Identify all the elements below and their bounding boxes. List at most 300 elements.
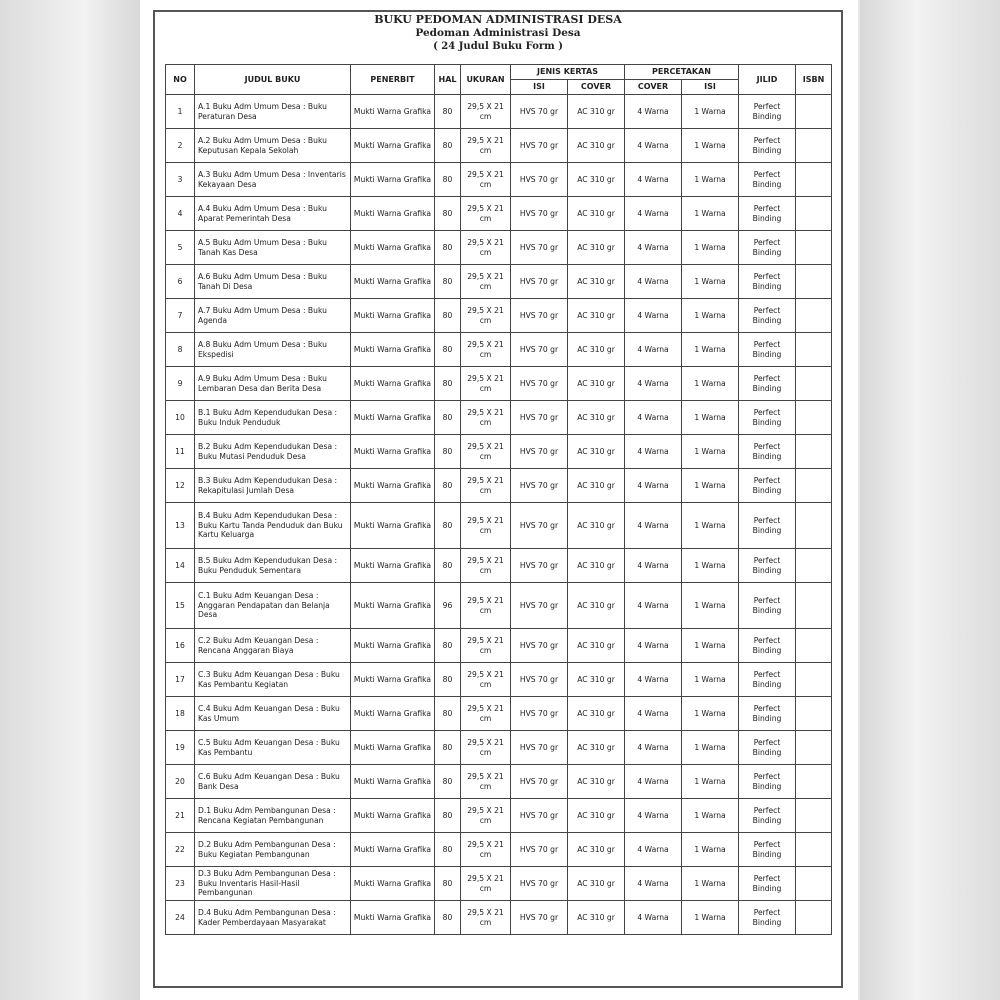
cell-cetak-cover: 4 Warna xyxy=(625,663,682,697)
cell-kertas-cover: AC 310 gr xyxy=(568,799,625,833)
cell-jilid: Perfect Binding xyxy=(739,95,796,129)
cell-cetak-cover: 4 Warna xyxy=(625,333,682,367)
cell-hal: 80 xyxy=(435,663,461,697)
cell-cetak-isi: 1 Warna xyxy=(682,333,739,367)
cell-cetak-isi: 1 Warna xyxy=(682,867,739,901)
cell-ukuran: 29,5 X 21 cm xyxy=(461,129,511,163)
cell-isbn xyxy=(796,469,832,503)
cell-isbn xyxy=(796,583,832,629)
cell-ukuran: 29,5 X 21 cm xyxy=(461,731,511,765)
cell-cetak-isi: 1 Warna xyxy=(682,901,739,935)
cell-jilid: Perfect Binding xyxy=(739,163,796,197)
cell-judul-buku: B.5 Buku Adm Kependudukan Desa : Buku Penduduk Sementara xyxy=(195,549,351,583)
cell-jilid: Perfect Binding xyxy=(739,549,796,583)
table-row xyxy=(166,663,832,697)
cell-kertas-cover: AC 310 gr xyxy=(568,265,625,299)
cell-ukuran: 29,5 X 21 cm xyxy=(461,401,511,435)
cell-no: 4 xyxy=(166,197,195,231)
cell-hal: 80 xyxy=(435,833,461,867)
cell-no: 5 xyxy=(166,231,195,265)
cell-cetak-isi: 1 Warna xyxy=(682,469,739,503)
cell-hal: 80 xyxy=(435,95,461,129)
cell-jilid: Perfect Binding xyxy=(739,231,796,265)
cell-isbn xyxy=(796,731,832,765)
table-row xyxy=(166,231,832,265)
cell-kertas-isi: HVS 70 gr xyxy=(511,299,568,333)
cell-judul-buku: B.1 Buku Adm Kependudukan Desa : Buku Induk Penduduk xyxy=(195,401,351,435)
cell-ukuran: 29,5 X 21 cm xyxy=(461,629,511,663)
cell-penerbit: Mukti Warna Grafika xyxy=(351,833,435,867)
table-row xyxy=(166,367,832,401)
cell-cetak-cover: 4 Warna xyxy=(625,503,682,549)
cell-cetak-isi: 1 Warna xyxy=(682,833,739,867)
table-row xyxy=(166,129,832,163)
cell-kertas-isi: HVS 70 gr xyxy=(511,95,568,129)
cell-ukuran: 29,5 X 21 cm xyxy=(461,583,511,629)
cell-ukuran: 29,5 X 21 cm xyxy=(461,197,511,231)
cell-judul-buku: C.6 Buku Adm Keuangan Desa : Buku Bank Desa xyxy=(195,765,351,799)
cell-cetak-isi: 1 Warna xyxy=(682,697,739,731)
cell-cetak-cover: 4 Warna xyxy=(625,901,682,935)
cell-penerbit: Mukti Warna Grafika xyxy=(351,299,435,333)
cell-cetak-cover: 4 Warna xyxy=(625,95,682,129)
cell-jilid: Perfect Binding xyxy=(739,129,796,163)
cell-penerbit: Mukti Warna Grafika xyxy=(351,503,435,549)
cell-kertas-cover: AC 310 gr xyxy=(568,901,625,935)
cell-kertas-isi: HVS 70 gr xyxy=(511,163,568,197)
table-row xyxy=(166,697,832,731)
col-isbn: ISBN xyxy=(796,65,832,95)
cell-no: 6 xyxy=(166,265,195,299)
cell-cetak-cover: 4 Warna xyxy=(625,799,682,833)
cell-cetak-cover: 4 Warna xyxy=(625,629,682,663)
cell-no: 21 xyxy=(166,799,195,833)
cell-judul-buku: A.8 Buku Adm Umum Desa : Buku Ekspedisi xyxy=(195,333,351,367)
document-count-note: ( 24 Judul Buku Form ) xyxy=(433,41,563,52)
cell-jilid: Perfect Binding xyxy=(739,299,796,333)
table-row xyxy=(166,833,832,867)
cell-isbn xyxy=(796,163,832,197)
cell-ukuran: 29,5 X 21 cm xyxy=(461,95,511,129)
cell-cetak-isi: 1 Warna xyxy=(682,799,739,833)
cell-hal: 80 xyxy=(435,503,461,549)
col-jilid: JILID xyxy=(739,65,796,95)
col-penerbit: PENERBIT xyxy=(351,65,435,95)
cell-hal: 80 xyxy=(435,765,461,799)
cell-judul-buku: D.4 Buku Adm Pembangunan Desa : Kader Pemberdayaan Masyarakat xyxy=(195,901,351,935)
cell-no: 16 xyxy=(166,629,195,663)
table-row xyxy=(166,197,832,231)
cell-penerbit: Mukti Warna Grafika xyxy=(351,731,435,765)
col-hal: HAL xyxy=(435,65,461,95)
cell-cetak-cover: 4 Warna xyxy=(625,583,682,629)
cell-jilid: Perfect Binding xyxy=(739,799,796,833)
document-page xyxy=(140,0,858,1000)
cell-judul-buku: B.2 Buku Adm Kependudukan Desa : Buku Mutasi Penduduk Desa xyxy=(195,435,351,469)
cell-judul-buku: D.1 Buku Adm Pembangunan Desa : Rencana Kegiatan Pembangunan xyxy=(195,799,351,833)
cell-kertas-isi: HVS 70 gr xyxy=(511,765,568,799)
cell-kertas-isi: HVS 70 gr xyxy=(511,833,568,867)
cell-kertas-cover: AC 310 gr xyxy=(568,697,625,731)
cell-cetak-cover: 4 Warna xyxy=(625,697,682,731)
cell-jilid: Perfect Binding xyxy=(739,765,796,799)
cell-judul-buku: C.2 Buku Adm Keuangan Desa : Rencana Anggaran Biaya xyxy=(195,629,351,663)
cell-jilid: Perfect Binding xyxy=(739,629,796,663)
cell-no: 13 xyxy=(166,503,195,549)
cell-cetak-cover: 4 Warna xyxy=(625,401,682,435)
cell-kertas-isi: HVS 70 gr xyxy=(511,469,568,503)
col-judul-buku: JUDUL BUKU xyxy=(195,65,351,95)
cell-ukuran: 29,5 X 21 cm xyxy=(461,799,511,833)
cell-hal: 80 xyxy=(435,401,461,435)
cell-judul-buku: B.4 Buku Adm Kependudukan Desa : Buku Kartu Tanda Penduduk dan Buku Kartu Keluarga xyxy=(195,503,351,549)
cell-isbn xyxy=(796,265,832,299)
cell-ukuran: 29,5 X 21 cm xyxy=(461,765,511,799)
cell-kertas-cover: AC 310 gr xyxy=(568,197,625,231)
cell-isbn xyxy=(796,901,832,935)
cell-cetak-cover: 4 Warna xyxy=(625,367,682,401)
cell-kertas-isi: HVS 70 gr xyxy=(511,333,568,367)
cell-cetak-isi: 1 Warna xyxy=(682,265,739,299)
cell-cetak-cover: 4 Warna xyxy=(625,299,682,333)
cell-no: 12 xyxy=(166,469,195,503)
cell-jilid: Perfect Binding xyxy=(739,401,796,435)
cell-kertas-cover: AC 310 gr xyxy=(568,435,625,469)
cell-cetak-isi: 1 Warna xyxy=(682,663,739,697)
cell-no: 18 xyxy=(166,697,195,731)
cell-isbn xyxy=(796,95,832,129)
cell-kertas-isi: HVS 70 gr xyxy=(511,697,568,731)
table-row xyxy=(166,95,832,129)
cell-hal: 80 xyxy=(435,299,461,333)
table-row xyxy=(166,163,832,197)
document-frame xyxy=(153,10,843,988)
cell-kertas-isi: HVS 70 gr xyxy=(511,401,568,435)
cell-cetak-cover: 4 Warna xyxy=(625,469,682,503)
cell-judul-buku: C.1 Buku Adm Keuangan Desa : Anggaran Pendapatan dan Belanja Desa xyxy=(195,583,351,629)
cell-kertas-isi: HVS 70 gr xyxy=(511,231,568,265)
cell-cetak-isi: 1 Warna xyxy=(682,435,739,469)
cell-isbn xyxy=(796,833,832,867)
cell-ukuran: 29,5 X 21 cm xyxy=(461,833,511,867)
cell-cetak-cover: 4 Warna xyxy=(625,129,682,163)
cell-jilid: Perfect Binding xyxy=(739,731,796,765)
cell-no: 19 xyxy=(166,731,195,765)
cell-kertas-cover: AC 310 gr xyxy=(568,663,625,697)
cell-hal: 80 xyxy=(435,549,461,583)
cell-kertas-isi: HVS 70 gr xyxy=(511,503,568,549)
document-title: BUKU PEDOMAN ADMINISTRASI DESA xyxy=(374,13,622,26)
cell-kertas-cover: AC 310 gr xyxy=(568,129,625,163)
cell-jilid: Perfect Binding xyxy=(739,583,796,629)
col-jenis-kertas: JENIS KERTAS xyxy=(511,65,625,80)
cell-hal: 80 xyxy=(435,367,461,401)
cell-cetak-cover: 4 Warna xyxy=(625,833,682,867)
cell-hal: 80 xyxy=(435,469,461,503)
cell-kertas-cover: AC 310 gr xyxy=(568,95,625,129)
cell-jilid: Perfect Binding xyxy=(739,503,796,549)
cell-cetak-cover: 4 Warna xyxy=(625,765,682,799)
cell-isbn xyxy=(796,367,832,401)
cell-no: 1 xyxy=(166,95,195,129)
cell-isbn xyxy=(796,503,832,549)
cell-no: 9 xyxy=(166,367,195,401)
cell-jilid: Perfect Binding xyxy=(739,333,796,367)
cell-cetak-isi: 1 Warna xyxy=(682,765,739,799)
cell-penerbit: Mukti Warna Grafika xyxy=(351,95,435,129)
col-ukuran: UKURAN xyxy=(461,65,511,95)
col-percetakan-isi: ISI xyxy=(682,80,739,95)
cell-kertas-isi: HVS 70 gr xyxy=(511,867,568,901)
table-header xyxy=(166,65,832,95)
cell-isbn xyxy=(796,549,832,583)
cell-penerbit: Mukti Warna Grafika xyxy=(351,197,435,231)
cell-cetak-cover: 4 Warna xyxy=(625,231,682,265)
cell-ukuran: 29,5 X 21 cm xyxy=(461,299,511,333)
cell-judul-buku: D.3 Buku Adm Pembangunan Desa : Buku Inventaris Hasil-Hasil Pembangunan xyxy=(195,867,351,901)
cell-cetak-isi: 1 Warna xyxy=(682,503,739,549)
cell-kertas-cover: AC 310 gr xyxy=(568,231,625,265)
cell-cetak-isi: 1 Warna xyxy=(682,129,739,163)
cell-isbn xyxy=(796,867,832,901)
cell-cetak-isi: 1 Warna xyxy=(682,401,739,435)
cell-judul-buku: A.7 Buku Adm Umum Desa : Buku Agenda xyxy=(195,299,351,333)
cell-isbn xyxy=(796,333,832,367)
cell-jilid: Perfect Binding xyxy=(739,697,796,731)
cell-cetak-isi: 1 Warna xyxy=(682,549,739,583)
cell-judul-buku: A.3 Buku Adm Umum Desa : Inventaris Kekayaan Desa xyxy=(195,163,351,197)
table-row xyxy=(166,799,832,833)
cell-kertas-cover: AC 310 gr xyxy=(568,503,625,549)
cell-no: 8 xyxy=(166,333,195,367)
col-jenis-kertas-isi: ISI xyxy=(511,80,568,95)
cell-jilid: Perfect Binding xyxy=(739,867,796,901)
cell-hal: 80 xyxy=(435,231,461,265)
cell-penerbit: Mukti Warna Grafika xyxy=(351,265,435,299)
cell-jilid: Perfect Binding xyxy=(739,265,796,299)
cell-ukuran: 29,5 X 21 cm xyxy=(461,265,511,299)
cell-judul-buku: A.2 Buku Adm Umum Desa : Buku Keputusan Kepala Sekolah xyxy=(195,129,351,163)
cell-hal: 80 xyxy=(435,333,461,367)
cell-isbn xyxy=(796,299,832,333)
document-header xyxy=(155,12,841,53)
cell-judul-buku: A.9 Buku Adm Umum Desa : Buku Lembaran Desa dan Berita Desa xyxy=(195,367,351,401)
cell-penerbit: Mukti Warna Grafika xyxy=(351,163,435,197)
cell-kertas-isi: HVS 70 gr xyxy=(511,663,568,697)
cell-cetak-cover: 4 Warna xyxy=(625,197,682,231)
cell-hal: 80 xyxy=(435,265,461,299)
cell-penerbit: Mukti Warna Grafika xyxy=(351,901,435,935)
cell-hal: 80 xyxy=(435,629,461,663)
blurred-background-right xyxy=(860,0,1000,1000)
cell-kertas-isi: HVS 70 gr xyxy=(511,129,568,163)
cell-no: 2 xyxy=(166,129,195,163)
cell-no: 10 xyxy=(166,401,195,435)
cell-kertas-cover: AC 310 gr xyxy=(568,401,625,435)
cell-jilid: Perfect Binding xyxy=(739,833,796,867)
cell-ukuran: 29,5 X 21 cm xyxy=(461,333,511,367)
cell-judul-buku: C.4 Buku Adm Keuangan Desa : Buku Kas Umum xyxy=(195,697,351,731)
cell-kertas-cover: AC 310 gr xyxy=(568,333,625,367)
cell-no: 15 xyxy=(166,583,195,629)
cell-no: 14 xyxy=(166,549,195,583)
cell-cetak-isi: 1 Warna xyxy=(682,231,739,265)
cell-isbn xyxy=(796,401,832,435)
cell-hal: 80 xyxy=(435,435,461,469)
cell-kertas-isi: HVS 70 gr xyxy=(511,731,568,765)
cell-kertas-isi: HVS 70 gr xyxy=(511,549,568,583)
cell-cetak-cover: 4 Warna xyxy=(625,867,682,901)
cell-jilid: Perfect Binding xyxy=(739,663,796,697)
cell-penerbit: Mukti Warna Grafika xyxy=(351,367,435,401)
cell-cetak-cover: 4 Warna xyxy=(625,163,682,197)
document-subtitle: Pedoman Administrasi Desa xyxy=(415,27,581,39)
cell-ukuran: 29,5 X 21 cm xyxy=(461,163,511,197)
table-row xyxy=(166,299,832,333)
cell-isbn xyxy=(796,435,832,469)
table-row xyxy=(166,867,832,901)
cell-cetak-isi: 1 Warna xyxy=(682,583,739,629)
cell-hal: 80 xyxy=(435,731,461,765)
cell-kertas-cover: AC 310 gr xyxy=(568,549,625,583)
cell-hal: 80 xyxy=(435,697,461,731)
cell-cetak-isi: 1 Warna xyxy=(682,95,739,129)
cell-penerbit: Mukti Warna Grafika xyxy=(351,435,435,469)
cell-penerbit: Mukti Warna Grafika xyxy=(351,333,435,367)
book-table xyxy=(165,64,832,935)
cell-jilid: Perfect Binding xyxy=(739,367,796,401)
cell-jilid: Perfect Binding xyxy=(739,435,796,469)
cell-judul-buku: A.4 Buku Adm Umum Desa : Buku Aparat Pemerintah Desa xyxy=(195,197,351,231)
cell-kertas-cover: AC 310 gr xyxy=(568,867,625,901)
cell-penerbit: Mukti Warna Grafika xyxy=(351,799,435,833)
cell-ukuran: 29,5 X 21 cm xyxy=(461,469,511,503)
cell-penerbit: Mukti Warna Grafika xyxy=(351,549,435,583)
table-row xyxy=(166,503,832,549)
cell-cetak-isi: 1 Warna xyxy=(682,731,739,765)
cell-hal: 80 xyxy=(435,129,461,163)
cell-hal: 80 xyxy=(435,197,461,231)
cell-ukuran: 29,5 X 21 cm xyxy=(461,901,511,935)
cell-cetak-cover: 4 Warna xyxy=(625,549,682,583)
cell-cetak-isi: 1 Warna xyxy=(682,197,739,231)
cell-ukuran: 29,5 X 21 cm xyxy=(461,867,511,901)
cell-cetak-cover: 4 Warna xyxy=(625,731,682,765)
cell-kertas-cover: AC 310 gr xyxy=(568,367,625,401)
cell-kertas-cover: AC 310 gr xyxy=(568,731,625,765)
cell-hal: 80 xyxy=(435,901,461,935)
cell-judul-buku: B.3 Buku Adm Kependudukan Desa : Rekapitulasi Jumlah Desa xyxy=(195,469,351,503)
cell-kertas-isi: HVS 70 gr xyxy=(511,629,568,663)
cell-judul-buku: A.1 Buku Adm Umum Desa : Buku Peraturan Desa xyxy=(195,95,351,129)
cell-ukuran: 29,5 X 21 cm xyxy=(461,663,511,697)
cell-penerbit: Mukti Warna Grafika xyxy=(351,663,435,697)
cell-kertas-isi: HVS 70 gr xyxy=(511,367,568,401)
cell-penerbit: Mukti Warna Grafika xyxy=(351,469,435,503)
cell-kertas-cover: AC 310 gr xyxy=(568,765,625,799)
cell-penerbit: Mukti Warna Grafika xyxy=(351,629,435,663)
cell-kertas-isi: HVS 70 gr xyxy=(511,265,568,299)
cell-penerbit: Mukti Warna Grafika xyxy=(351,867,435,901)
cell-isbn xyxy=(796,799,832,833)
cell-hal: 96 xyxy=(435,583,461,629)
cell-kertas-isi: HVS 70 gr xyxy=(511,583,568,629)
cell-ukuran: 29,5 X 21 cm xyxy=(461,435,511,469)
cell-kertas-cover: AC 310 gr xyxy=(568,163,625,197)
cell-isbn xyxy=(796,197,832,231)
cell-ukuran: 29,5 X 21 cm xyxy=(461,367,511,401)
cell-cetak-cover: 4 Warna xyxy=(625,265,682,299)
cell-penerbit: Mukti Warna Grafika xyxy=(351,583,435,629)
cell-penerbit: Mukti Warna Grafika xyxy=(351,401,435,435)
cell-no: 11 xyxy=(166,435,195,469)
cell-kertas-isi: HVS 70 gr xyxy=(511,799,568,833)
col-percetakan-cover: COVER xyxy=(625,80,682,95)
table-row xyxy=(166,469,832,503)
cell-kertas-cover: AC 310 gr xyxy=(568,833,625,867)
cell-kertas-cover: AC 310 gr xyxy=(568,299,625,333)
cell-penerbit: Mukti Warna Grafika xyxy=(351,765,435,799)
cell-kertas-cover: AC 310 gr xyxy=(568,583,625,629)
cell-ukuran: 29,5 X 21 cm xyxy=(461,697,511,731)
cell-isbn xyxy=(796,629,832,663)
cell-penerbit: Mukti Warna Grafika xyxy=(351,231,435,265)
cell-isbn xyxy=(796,231,832,265)
table-row xyxy=(166,583,832,629)
cell-penerbit: Mukti Warna Grafika xyxy=(351,129,435,163)
cell-kertas-cover: AC 310 gr xyxy=(568,469,625,503)
cell-judul-buku: C.5 Buku Adm Keuangan Desa : Buku Kas Pembantu xyxy=(195,731,351,765)
cell-kertas-isi: HVS 70 gr xyxy=(511,901,568,935)
table-row xyxy=(166,901,832,935)
cell-jilid: Perfect Binding xyxy=(739,469,796,503)
cell-jilid: Perfect Binding xyxy=(739,197,796,231)
cell-penerbit: Mukti Warna Grafika xyxy=(351,697,435,731)
table-row xyxy=(166,265,832,299)
cell-judul-buku: C.3 Buku Adm Keuangan Desa : Buku Kas Pembantu Kegiatan xyxy=(195,663,351,697)
cell-judul-buku: A.6 Buku Adm Umum Desa : Buku Tanah Di Desa xyxy=(195,265,351,299)
cell-cetak-isi: 1 Warna xyxy=(682,367,739,401)
cell-kertas-cover: AC 310 gr xyxy=(568,629,625,663)
cell-no: 3 xyxy=(166,163,195,197)
col-percetakan: PERCETAKAN xyxy=(625,65,739,80)
cell-isbn xyxy=(796,697,832,731)
cell-isbn xyxy=(796,765,832,799)
cell-no: 20 xyxy=(166,765,195,799)
table-row xyxy=(166,765,832,799)
cell-cetak-isi: 1 Warna xyxy=(682,163,739,197)
table-row xyxy=(166,629,832,663)
cell-isbn xyxy=(796,129,832,163)
cell-no: 17 xyxy=(166,663,195,697)
cell-hal: 80 xyxy=(435,799,461,833)
table-row xyxy=(166,549,832,583)
table-row xyxy=(166,731,832,765)
table-row xyxy=(166,401,832,435)
table-body xyxy=(166,95,832,935)
cell-judul-buku: A.5 Buku Adm Umum Desa : Buku Tanah Kas Desa xyxy=(195,231,351,265)
table-row xyxy=(166,333,832,367)
col-no: NO xyxy=(166,65,195,95)
cell-cetak-cover: 4 Warna xyxy=(625,435,682,469)
cell-cetak-isi: 1 Warna xyxy=(682,299,739,333)
cell-no: 24 xyxy=(166,901,195,935)
cell-ukuran: 29,5 X 21 cm xyxy=(461,231,511,265)
cell-jilid: Perfect Binding xyxy=(739,901,796,935)
col-jenis-kertas-cover: COVER xyxy=(568,80,625,95)
cell-ukuran: 29,5 X 21 cm xyxy=(461,503,511,549)
cell-judul-buku: D.2 Buku Adm Pembangunan Desa : Buku Kegiatan Pembangunan xyxy=(195,833,351,867)
